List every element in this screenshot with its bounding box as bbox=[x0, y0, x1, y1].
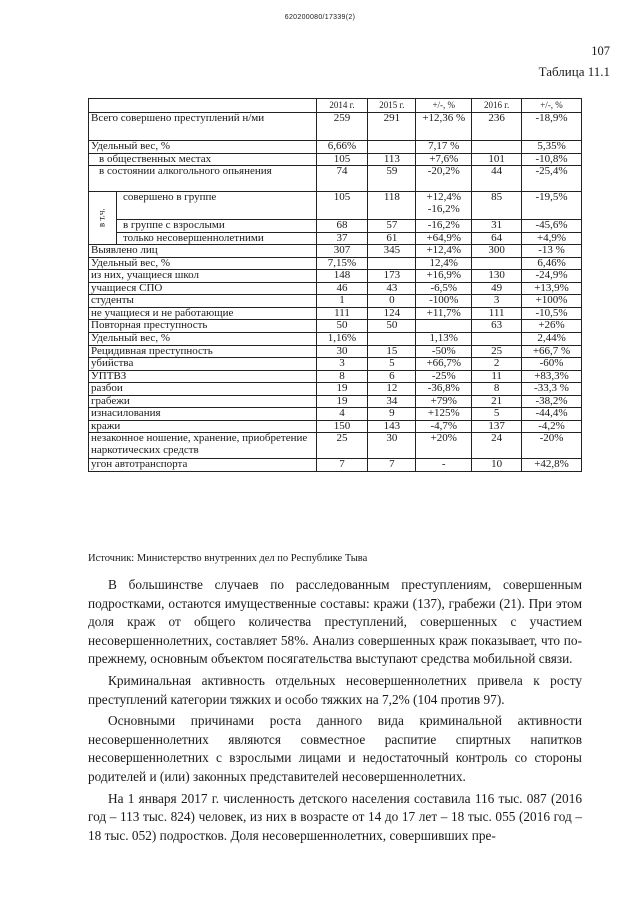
cell-2015: 50 bbox=[368, 320, 416, 333]
row-label: из них, учащиеся школ bbox=[89, 270, 317, 283]
cell-2014: 19 bbox=[316, 383, 368, 396]
table-row bbox=[89, 245, 582, 258]
cell-2015: 30 bbox=[368, 433, 416, 459]
row-label: убийства bbox=[89, 358, 317, 371]
cell-2016: 2 bbox=[472, 358, 522, 371]
cell-2015 bbox=[368, 257, 416, 270]
cell-2015: 6 bbox=[368, 370, 416, 383]
group-label: в т.ч. bbox=[89, 192, 117, 245]
cell-change-2015: -16,2% bbox=[416, 220, 472, 233]
cell-2014: 7,15% bbox=[316, 257, 368, 270]
cell-change-2015: - bbox=[416, 459, 472, 472]
table-row bbox=[89, 358, 582, 371]
cell-change-2015: +20% bbox=[416, 433, 472, 459]
cell-change-2016: +66,7 % bbox=[522, 345, 582, 358]
cell-2015: 173 bbox=[368, 270, 416, 283]
row-label: не учащиеся и не работающие bbox=[89, 307, 317, 320]
cell-change-2015: +66,7% bbox=[416, 358, 472, 371]
cell-change-2016: -18,9% bbox=[522, 113, 582, 141]
cell-2014: 4 bbox=[316, 408, 368, 421]
cell-2014: 30 bbox=[316, 345, 368, 358]
cell-change-2016: +42,8% bbox=[522, 459, 582, 472]
cell-2016: 3 bbox=[472, 295, 522, 308]
cell-2015: 291 bbox=[368, 113, 416, 141]
table-row bbox=[89, 320, 582, 333]
paragraph: Основными причинами роста данного вида криминальной активности несовершеннолетних являются совместное распитие спиртных напитков несовершеннолетних с взрослыми лицами и недостаточный контроль со стороны родителей и (или) законных представителей несовершеннолетних. bbox=[88, 713, 582, 784]
cell-change-2015 bbox=[416, 320, 472, 333]
cell-2016: 137 bbox=[472, 420, 522, 433]
row-label: совершено в группе bbox=[116, 192, 316, 220]
cell-2016: 10 bbox=[472, 459, 522, 472]
cell-2014: 259 bbox=[316, 113, 368, 141]
table-row bbox=[89, 459, 582, 472]
header-cell: 2015 г. bbox=[368, 99, 416, 113]
row-label: студенты bbox=[89, 295, 317, 308]
cell-2014: 1 bbox=[316, 295, 368, 308]
cell-2015: 118 bbox=[368, 192, 416, 220]
cell-2016: 49 bbox=[472, 282, 522, 295]
cell-2015: 57 bbox=[368, 220, 416, 233]
cell-change-2016: +100% bbox=[522, 295, 582, 308]
header-cell-label bbox=[89, 99, 317, 113]
cell-2016: 21 bbox=[472, 395, 522, 408]
cell-change-2016: -19,5% bbox=[522, 192, 582, 220]
cell-2014: 105 bbox=[316, 192, 368, 220]
cell-2015: 7 bbox=[368, 459, 416, 472]
table-row bbox=[89, 270, 582, 283]
row-label: УПТВЗ bbox=[89, 370, 317, 383]
cell-change-2016: -33,3 % bbox=[522, 383, 582, 396]
table-row bbox=[89, 295, 582, 308]
cell-2015: 12 bbox=[368, 383, 416, 396]
cell-2015: 143 bbox=[368, 420, 416, 433]
row-label: в состоянии алкогольного опьянения bbox=[89, 166, 317, 192]
cell-change-2015: +79% bbox=[416, 395, 472, 408]
cell-2015: 5 bbox=[368, 358, 416, 371]
cell-2016: 64 bbox=[472, 232, 522, 245]
cell-2015: 43 bbox=[368, 282, 416, 295]
cell-change-2016: -13 % bbox=[522, 245, 582, 258]
cell-change-2016: -20% bbox=[522, 433, 582, 459]
cell-2014: 25 bbox=[316, 433, 368, 459]
table-header-row bbox=[89, 99, 582, 113]
cell-change-2015: -20,2% bbox=[416, 166, 472, 192]
row-label: Повторная преступность bbox=[89, 320, 317, 333]
cell-2016: 8 bbox=[472, 383, 522, 396]
cell-change-2016: -38,2% bbox=[522, 395, 582, 408]
table-source-note: Источник: Министерство внутренних дел по Республике Тыва bbox=[88, 553, 368, 564]
cell-2014: 37 bbox=[316, 232, 368, 245]
cell-2014: 1,16% bbox=[316, 333, 368, 346]
crime-statistics-table bbox=[88, 98, 582, 472]
table-row bbox=[89, 408, 582, 421]
cell-2016: 236 bbox=[472, 113, 522, 141]
cell-2015: 345 bbox=[368, 245, 416, 258]
cell-2016 bbox=[472, 257, 522, 270]
cell-change-2016: +83,3% bbox=[522, 370, 582, 383]
cell-2014: 150 bbox=[316, 420, 368, 433]
row-label: Удельный вес, % bbox=[89, 257, 317, 270]
row-label: Рецидивная преступность bbox=[89, 345, 317, 358]
row-label: Удельный вес, % bbox=[89, 333, 317, 346]
paragraph: Криминальная активность отдельных несовершеннолетних привела к росту преступлений категории тяжких и особо тяжких на 7,2% (104 против 97). bbox=[88, 672, 582, 707]
header-cell: 2014 г. bbox=[316, 99, 368, 113]
row-label: учащиеся СПО bbox=[89, 282, 317, 295]
body-text bbox=[88, 576, 582, 848]
header-cell: +/-, % bbox=[522, 99, 582, 113]
cell-change-2016: +4,9% bbox=[522, 232, 582, 245]
row-label: грабежи bbox=[89, 395, 317, 408]
table-row bbox=[89, 192, 582, 220]
cell-change-2015: -36,8% bbox=[416, 383, 472, 396]
cell-change-2015: -25% bbox=[416, 370, 472, 383]
row-label: в группе с взрослыми bbox=[116, 220, 316, 233]
cell-change-2015: -6,5% bbox=[416, 282, 472, 295]
cell-change-2016: 5,35% bbox=[522, 141, 582, 154]
cell-change-2016: -25,4% bbox=[522, 166, 582, 192]
cell-change-2015: +16,9% bbox=[416, 270, 472, 283]
table-row bbox=[89, 257, 582, 270]
cell-change-2016: 6,46% bbox=[522, 257, 582, 270]
cell-2016: 24 bbox=[472, 433, 522, 459]
table-row bbox=[89, 282, 582, 295]
cell-2014: 105 bbox=[316, 153, 368, 166]
cell-2014: 50 bbox=[316, 320, 368, 333]
cell-change-2016: -4,2% bbox=[522, 420, 582, 433]
table-row bbox=[89, 333, 582, 346]
paragraph: В большинстве случаев по расследованным преступлениям, совершенным подростками, остаются имущественные составы: кражи (137), грабежи (21). При этом доля краж от общего количества преступлений, совершенных с участием несовершеннолетних, составляет 58%. Анализ совершенных краж показывает, что по-прежнему, основным объектом посягательства выступают средства мобильной связи. bbox=[88, 577, 582, 667]
cell-change-2016: -45,6% bbox=[522, 220, 582, 233]
cell-2016: 11 bbox=[472, 370, 522, 383]
cell-2014: 19 bbox=[316, 395, 368, 408]
cell-2016: 300 bbox=[472, 245, 522, 258]
cell-change-2015: +12,4% bbox=[416, 245, 472, 258]
table-label: Таблица 11.1 bbox=[538, 64, 610, 79]
row-label: кражи bbox=[89, 420, 317, 433]
cell-change-2015: 7,17 % bbox=[416, 141, 472, 154]
cell-change-2016: -44,4% bbox=[522, 408, 582, 421]
table-row bbox=[89, 383, 582, 396]
cell-2014: 3 bbox=[316, 358, 368, 371]
cell-2015 bbox=[368, 333, 416, 346]
cell-2014: 307 bbox=[316, 245, 368, 258]
document-id: 620200080/17339(2) bbox=[284, 14, 356, 21]
cell-2014: 46 bbox=[316, 282, 368, 295]
cell-2015: 9 bbox=[368, 408, 416, 421]
cell-change-2015: -4,7% bbox=[416, 420, 472, 433]
cell-2015: 0 bbox=[368, 295, 416, 308]
cell-change-2015: +64,9% bbox=[416, 232, 472, 245]
row-label: в общественных местах bbox=[89, 153, 317, 166]
table-row bbox=[89, 395, 582, 408]
table-row bbox=[89, 166, 582, 192]
cell-change-2015: +125% bbox=[416, 408, 472, 421]
table-row bbox=[89, 113, 582, 141]
cell-change-2015: -50% bbox=[416, 345, 472, 358]
cell-2014: 6,66% bbox=[316, 141, 368, 154]
cell-change-2016: +26% bbox=[522, 320, 582, 333]
row-label: разбои bbox=[89, 383, 317, 396]
cell-2016 bbox=[472, 141, 522, 154]
cell-2015: 61 bbox=[368, 232, 416, 245]
table-row bbox=[89, 232, 582, 245]
row-label: только несовершеннолетними bbox=[116, 232, 316, 245]
table-row bbox=[89, 420, 582, 433]
cell-change-2015: -100% bbox=[416, 295, 472, 308]
cell-change-2015: +12,36 % bbox=[416, 113, 472, 141]
cell-change-2016: 2,44% bbox=[522, 333, 582, 346]
cell-2016: 101 bbox=[472, 153, 522, 166]
row-label: угон автотранспорта bbox=[89, 459, 317, 472]
header-cell: 2016 г. bbox=[472, 99, 522, 113]
cell-2015: 15 bbox=[368, 345, 416, 358]
page-number: 107 bbox=[591, 44, 610, 58]
cell-2016 bbox=[472, 333, 522, 346]
cell-2015: 113 bbox=[368, 153, 416, 166]
row-label: незаконное ношение, хранение, приобретение наркотических средств bbox=[89, 433, 317, 459]
cell-change-2016: -10,5% bbox=[522, 307, 582, 320]
cell-2014: 111 bbox=[316, 307, 368, 320]
cell-2016: 44 bbox=[472, 166, 522, 192]
table-row bbox=[89, 307, 582, 320]
cell-2016: 111 bbox=[472, 307, 522, 320]
cell-2016: 25 bbox=[472, 345, 522, 358]
cell-2014: 7 bbox=[316, 459, 368, 472]
cell-2015: 124 bbox=[368, 307, 416, 320]
cell-change-2016: -10,8% bbox=[522, 153, 582, 166]
row-label: Выявлено лиц bbox=[89, 245, 317, 258]
header-cell: +/-, % bbox=[416, 99, 472, 113]
cell-change-2015: +11,7% bbox=[416, 307, 472, 320]
cell-2016: 31 bbox=[472, 220, 522, 233]
row-label: Всего совершено преступлений н/ми bbox=[89, 113, 317, 141]
cell-2014: 8 bbox=[316, 370, 368, 383]
cell-change-2015: +12,4% -16,2% bbox=[416, 192, 472, 220]
cell-2016: 85 bbox=[472, 192, 522, 220]
cell-2014: 148 bbox=[316, 270, 368, 283]
cell-change-2016: +13,9% bbox=[522, 282, 582, 295]
table-row bbox=[89, 433, 582, 459]
table-row bbox=[89, 141, 582, 154]
cell-change-2016: -24,9% bbox=[522, 270, 582, 283]
cell-2016: 130 bbox=[472, 270, 522, 283]
cell-2014: 74 bbox=[316, 166, 368, 192]
cell-change-2015: 1,13% bbox=[416, 333, 472, 346]
table-row bbox=[89, 370, 582, 383]
cell-change-2015: +7,6% bbox=[416, 153, 472, 166]
table-row bbox=[89, 153, 582, 166]
row-label: изнасилования bbox=[89, 408, 317, 421]
cell-change-2015: 12,4% bbox=[416, 257, 472, 270]
cell-2015: 34 bbox=[368, 395, 416, 408]
cell-2015: 59 bbox=[368, 166, 416, 192]
paragraph: На 1 января 2017 г. численность детского населения составила 116 тыс. 087 (2016 год – 113 тыс. 824) человек, из них в возрасте от 14 до 17 лет – 18 тыс. 055 (2016 год – 18 тыс. 052) подростков. Доля несовершеннолетних, совершивших пре- bbox=[88, 790, 582, 843]
cell-2015 bbox=[368, 141, 416, 154]
cell-2016: 63 bbox=[472, 320, 522, 333]
cell-2014: 68 bbox=[316, 220, 368, 233]
cell-2016: 5 bbox=[472, 408, 522, 421]
table-row bbox=[89, 220, 582, 233]
row-label: Удельный вес, % bbox=[89, 141, 317, 154]
cell-change-2016: -60% bbox=[522, 358, 582, 371]
table-row bbox=[89, 345, 582, 358]
